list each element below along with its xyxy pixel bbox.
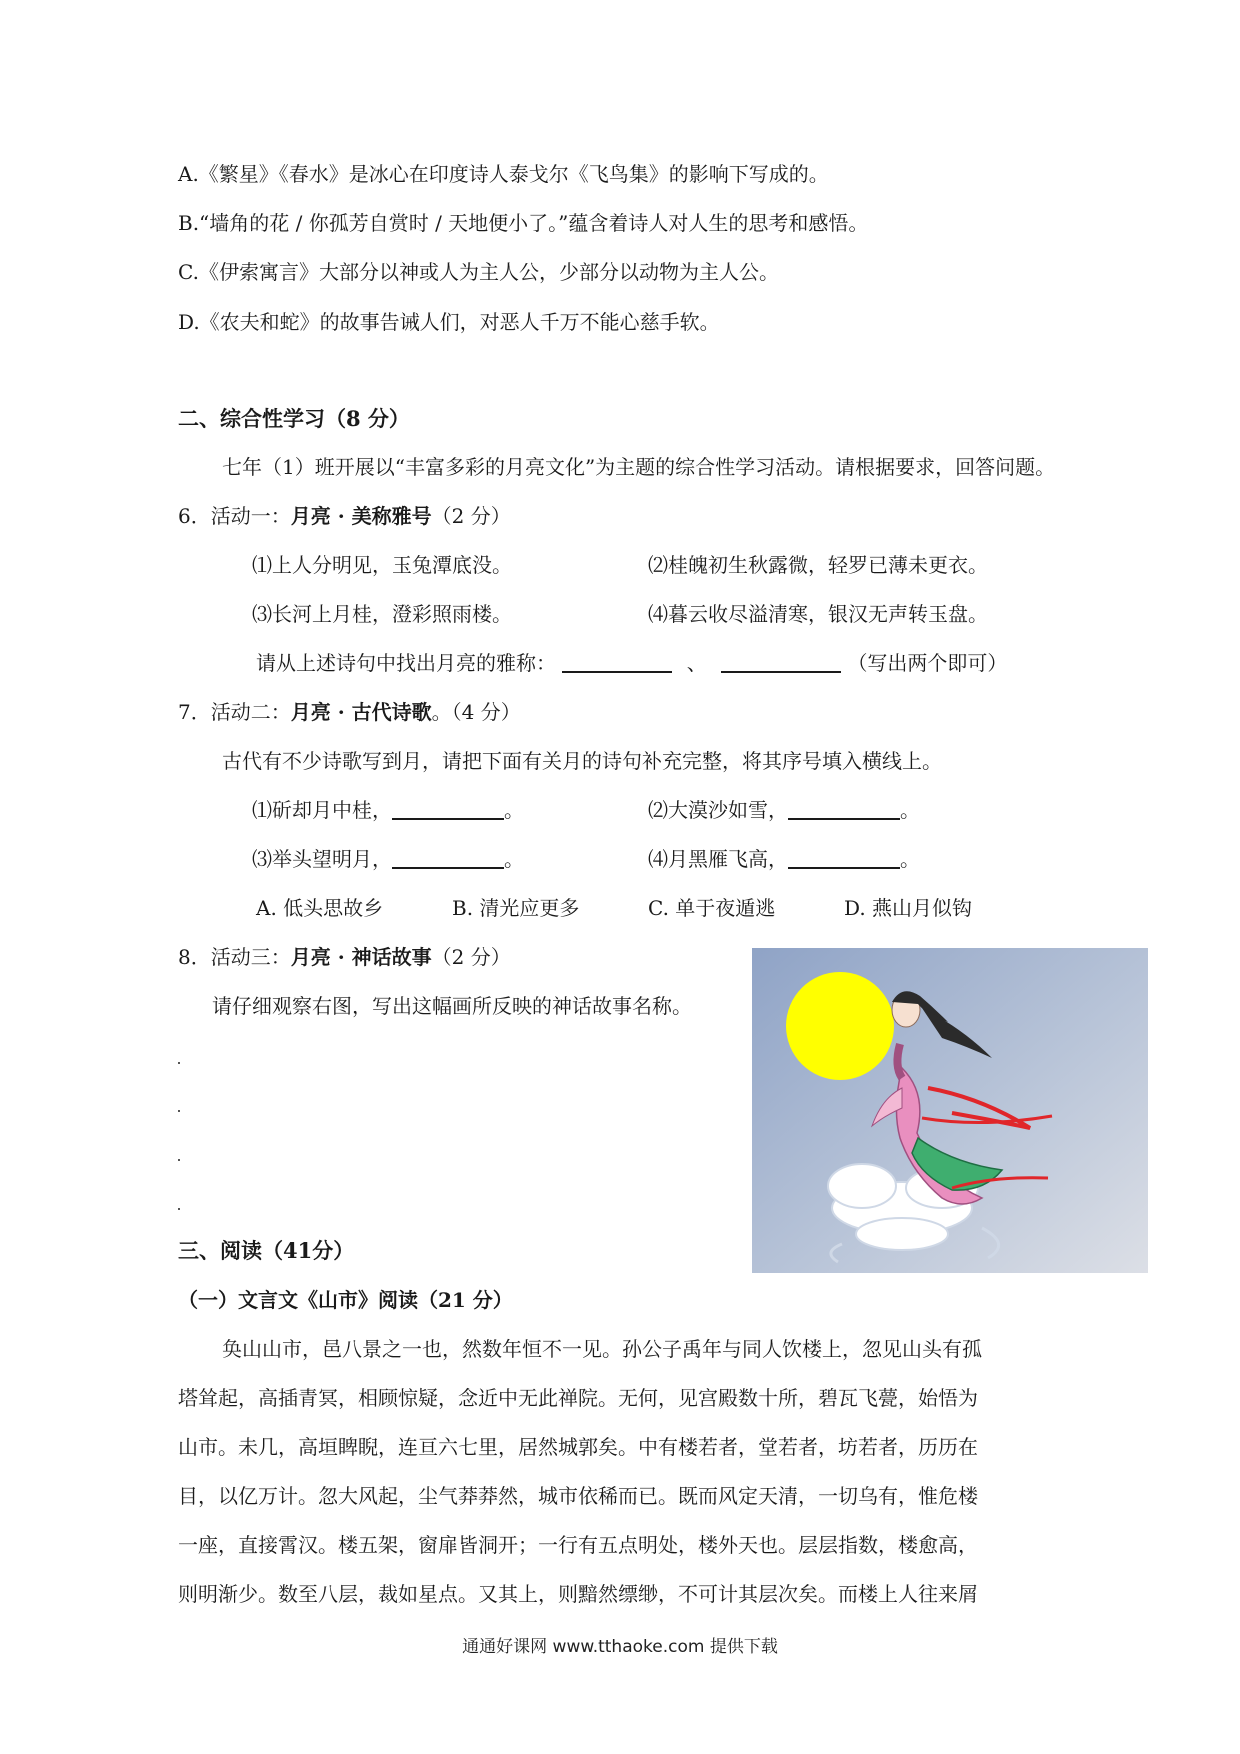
q6-heading [178, 502, 511, 530]
option-b: B.“墙角的花 / 你孤芳自赏时 / 天地便小了。”蕴含着诗人对人生的思考和感悟。 [178, 211, 869, 235]
q8-heading [178, 943, 511, 971]
passage-line-5: 一座，直接霄汉。楼五架，窗扉皆洞开；一行有五点明处，楼外天也。层层指数，楼愈高， [178, 1533, 978, 1557]
q6-poem-4: ⑷暮云收尽溢清寒，银汉无声转玉盘。 [648, 602, 988, 626]
q6-poem-3: ⑶长河上月桂，澄彩照雨楼。 [252, 602, 512, 626]
passage-line-4: 目，以亿万计。忽大风起，尘气莽莽然，城市依稀而已。既而风定天清，一切乌有，惟危楼 [178, 1484, 978, 1508]
passage-line-2: 塔耸起，高插青冥，相顾惊疑，念近中无此禅院。无何，见宫殿数十所，碧瓦飞甍，始悟为 [178, 1386, 978, 1410]
q6-number: 6．活动一： [178, 504, 291, 528]
page-footer: 通通好课网 www.tthaoke.com 提供下载 [462, 1637, 778, 1657]
answer-dot-3 [178, 1159, 180, 1161]
q6-score: （2 分） [431, 504, 511, 528]
q8-topic: 月亮 · 神话故事 [290, 945, 432, 969]
q6-poem-2: ⑵桂魄初生秋露微，轻罗已薄未更衣。 [648, 553, 988, 577]
q6-prompt-line [256, 649, 1007, 677]
change-moon-illustration [752, 948, 1148, 1273]
answer-dot-4 [178, 1208, 180, 1210]
q7-blank-2[interactable] [788, 798, 900, 820]
q6-answer-blank-2[interactable] [721, 651, 841, 673]
q8-number: 8．活动三： [178, 945, 291, 969]
moon-icon [786, 972, 894, 1080]
q7-line-4 [648, 845, 920, 873]
q7-line-3-end: 。 [504, 847, 524, 871]
q7-topic: 月亮 · 古代诗歌 [290, 700, 432, 724]
q6-suffix: （写出两个即可） [847, 651, 1008, 675]
q7-line-1 [252, 796, 524, 824]
q8-score: （2 分） [431, 945, 511, 969]
q7-blank-3[interactable] [392, 847, 504, 869]
q6-poem-1: ⑴上人分明见，玉兔潭底没。 [252, 553, 512, 577]
q7-line-2 [648, 796, 920, 824]
q7-choice-d: D. 燕山月似钩 [844, 896, 973, 920]
answer-dot-2 [178, 1110, 180, 1112]
q6-topic: 月亮 · 美称雅号 [290, 504, 432, 528]
q8-text: 请仔细观察右图，写出这幅画所反映的神话故事名称。 [212, 994, 692, 1018]
q6-answer-blank-1[interactable] [562, 651, 672, 673]
q6-prompt: 请从上述诗句中找出月亮的雅称： [256, 651, 556, 675]
q7-heading [178, 698, 521, 726]
option-d: D.《农夫和蛇》的故事告诫人们，对恶人千万不能心慈手软。 [178, 310, 720, 334]
q7-line-2-end: 。 [900, 798, 920, 822]
section3-title: 三、阅读（41分） [178, 1238, 355, 1263]
q7-blank-4[interactable] [788, 847, 900, 869]
q7-score: 。（4 分） [431, 700, 521, 724]
answer-dot-1 [178, 1062, 180, 1064]
q7-number: 7．活动二： [178, 700, 291, 724]
q7-line-2-text: ⑵大漠沙如雪， [648, 798, 788, 822]
q7-choice-a: A. 低头思故乡 [256, 896, 384, 920]
section3-subtitle: （一）文言文《山市》阅读（21 分） [178, 1288, 513, 1312]
option-c: C.《伊索寓言》大部分以神或人为主人公，少部分以动物为主人公。 [178, 260, 779, 284]
q7-line-4-text: ⑷月黑雁飞高， [648, 847, 788, 871]
passage-line-1: 奂山山市，邑八景之一也，然数年恒不一见。孙公子禹年与同人饮楼上，忽见山头有孤 [222, 1337, 982, 1361]
section2-title: 二、综合性学习（8 分） [178, 406, 410, 431]
q7-line-1-end: 。 [504, 798, 524, 822]
q7-blank-1[interactable] [392, 798, 504, 820]
q7-line-1-text: ⑴斫却月中桂， [252, 798, 392, 822]
passage-line-3: 山市。未几，高垣睥睨，连亘六七里，居然城郭矣。中有楼若者，堂若者，坊若者，历历在 [178, 1435, 978, 1459]
q7-intro: 古代有不少诗歌写到月，请把下面有关月的诗句补充完整，将其序号填入横线上。 [222, 749, 942, 773]
q6-separator: 、 [686, 651, 707, 675]
q7-choice-c: C. 单于夜遁逃 [648, 896, 776, 920]
section2-intro: 七年（1）班开展以“丰富多彩的月亮文化”为主题的综合性学习活动。请根据要求，回答问题。 [222, 455, 1056, 479]
q7-choice-b: B. 清光应更多 [452, 896, 580, 920]
q7-line-4-end: 。 [900, 847, 920, 871]
option-a: A.《繁星》《春水》是冰心在印度诗人泰戈尔《飞鸟集》的影响下写成的。 [178, 162, 829, 186]
q7-line-3-text: ⑶举头望明月， [252, 847, 392, 871]
passage-line-6: 则明渐少。数至八层，裁如星点。又其上，则黯然缥缈，不可计其层次矣。而楼上人往来屑 [178, 1582, 978, 1606]
q7-line-3 [252, 845, 524, 873]
